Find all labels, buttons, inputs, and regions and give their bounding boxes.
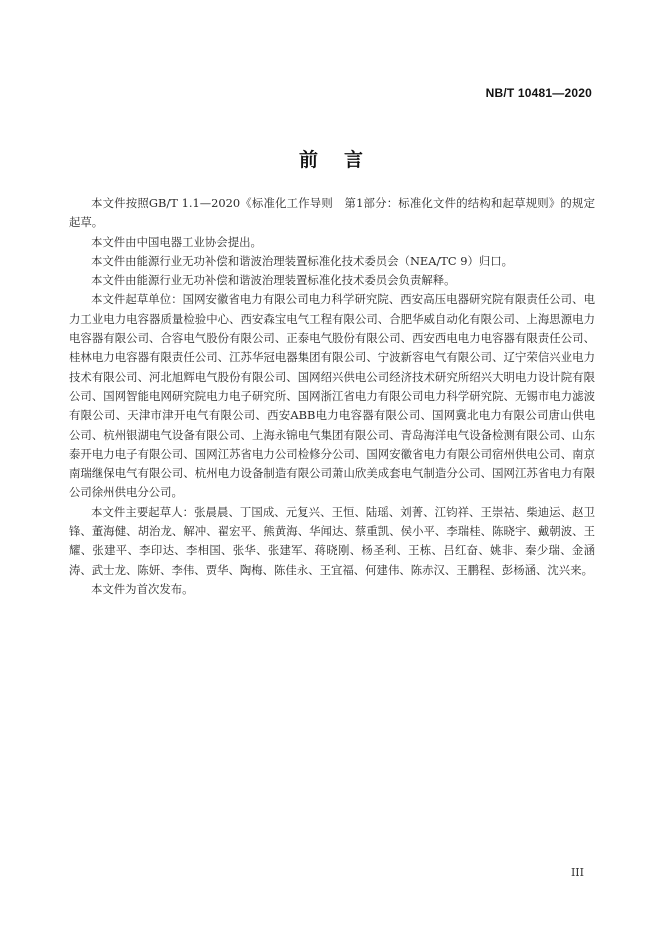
document-body bbox=[69, 194, 595, 599]
paragraph-interpretation: 本文件由能源行业无功补偿和谐波治理装置标准化技术委员会负责解释。 bbox=[91, 273, 456, 288]
paragraph-proposer: 本文件由中国电器工业协会提出。 bbox=[91, 234, 262, 249]
paragraph-drafting-organizations: 本文件起草单位：国网安徽省电力有限公司电力科学研究院、西安高压电器研究院有限责任公司、电力工业电力电容器质量检验中心、西安森宝电气工程有限公司、合肥华威自动化有限公司、上海思源电力电容器有限公司、合容电气股份有限公司、正泰电气股份有限公司、西安西电电力电容器有限责任公司、桂林电力电容器有限责任公司、江苏华冠电器集团有限公司、宁波新容电气有限公司、辽宁荣信兴业电力技术有限公司、河北旭辉电气股份有限公司、国网绍兴供电公司经济技术研究所绍兴大明电力设计院有限公司、国网智能电网研究院电力电子研究所、国网浙江省电力有限公司电力科学研究院、无锡市电力滤波有限公司、天津市津开电气有限公司、西安ABB电力电容器有限公司、国网冀北电力有限公司唐山供电公司、杭州银湖电气设备有限公司、上海永锦电气集团有限公司、青岛海洋电气设备检测有限公司、山东泰开电力电子有限公司、国网江苏省电力公司检修分公司、国网安徽省电力有限公司宿州供电公司、南京南瑞继保电气有限公司、杭州电力设备制造有限公司萧山欣美成套电气制造分公司、国网江苏省电力有限公司徐州供电分公司。 bbox=[69, 292, 595, 500]
paragraph-main-drafters: 本文件主要起草人：张晨晨、丁国成、元复兴、王恒、陆瑶、刘菁、江钧祥、王崇祜、柴迪运、赵卫锋、董海健、胡治龙、解冲、翟宏平、熊黄海、华闻达、蔡重凯、侯小平、李瑞桂、陈晓宇、戴朝波、王耀、张建平、李印达、李相国、张华、张建军、蒋晓刚、杨圣利、王栋、吕红奋、姚非、秦少瑞、金涵涛、武士龙、陈妍、李伟、贾华、陶梅、陈佳永、王宜福、何建伟、陈赤汉、王鹏程、彭杨涵、沈兴来。 bbox=[69, 504, 595, 577]
paragraph-drafting-rules: 本文件按照GB/T 1.1—2020《标准化工作导则 第1部分：标准化文件的结构和起草规则》的规定起草。 bbox=[69, 196, 595, 230]
paragraph-first-release: 本文件为首次发布。 bbox=[91, 581, 194, 596]
standard-number: NB/T 10481—2020 bbox=[485, 86, 592, 100]
page-number: III bbox=[570, 866, 584, 879]
page-title: 前言 bbox=[298, 149, 389, 171]
paragraph-centralized-by: 本文件由能源行业无功补偿和谐波治理装置标准化技术委员会（NEA/TC 9）归口。 bbox=[91, 253, 514, 268]
